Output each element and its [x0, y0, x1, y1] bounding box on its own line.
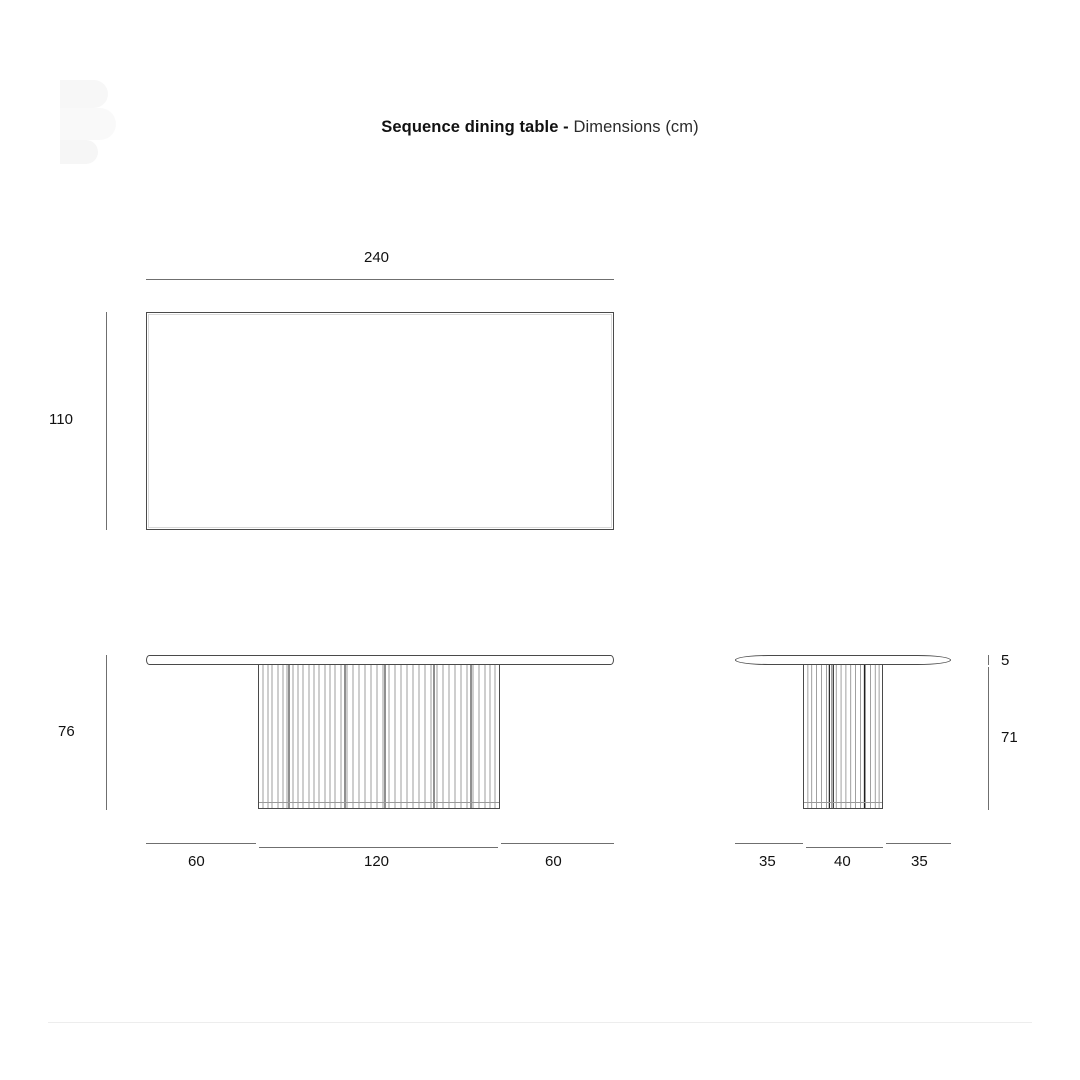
dim-label-top-depth: 110 [49, 411, 73, 428]
dim-label-front-height: 76 [58, 723, 75, 740]
dim-label-front-center: 120 [364, 853, 390, 870]
dim-label-front-right: 60 [545, 853, 562, 870]
dim-line-side-right [886, 843, 951, 844]
top-view-inner-edge [148, 314, 612, 528]
page-title-light: Dimensions (cm) [573, 118, 699, 136]
dim-line-top-width [146, 279, 614, 280]
dim-label-side-base-height: 71 [1001, 729, 1018, 746]
side-base-foot-line [804, 802, 882, 803]
page-title-strong: Sequence dining table - [381, 118, 569, 136]
top-view-outline [146, 312, 614, 530]
dim-label-side-left: 35 [759, 853, 776, 870]
dim-line-front-right [501, 843, 614, 844]
page-bottom-divider [48, 1022, 1032, 1023]
dim-label-front-left: 60 [188, 853, 205, 870]
side-tabletop [735, 655, 951, 665]
page-title [0, 118, 1080, 137]
dim-label-side-center: 40 [834, 853, 851, 870]
dim-line-side-base-height [988, 667, 989, 810]
dim-line-top-depth [106, 312, 107, 530]
dim-line-side-center [806, 847, 883, 848]
dim-label-top-width: 240 [364, 249, 390, 266]
front-base-foot-line [259, 802, 499, 803]
dim-line-front-left [146, 843, 256, 844]
dim-line-front-height [106, 655, 107, 810]
dim-line-front-center [259, 847, 498, 848]
dim-label-side-right: 35 [911, 853, 928, 870]
dim-line-side-thickness [988, 655, 989, 665]
dim-line-side-left [735, 843, 803, 844]
front-base-slats [258, 665, 500, 809]
dim-label-side-thickness: 5 [1001, 652, 1010, 669]
front-tabletop [146, 655, 614, 665]
side-base-slats [803, 665, 883, 809]
